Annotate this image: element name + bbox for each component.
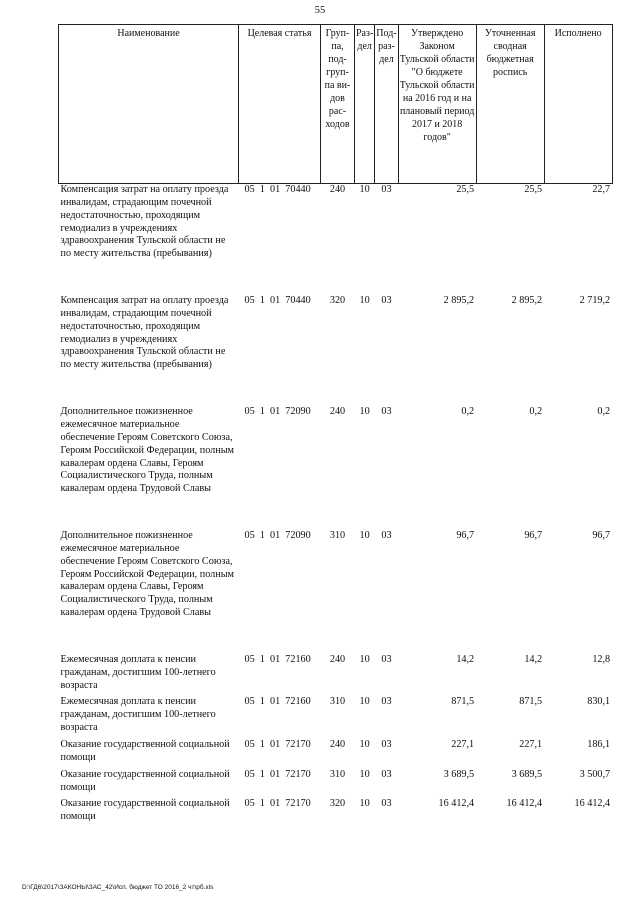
cell-executed: 3 500,7 <box>579 768 611 780</box>
row-spacer <box>59 620 613 654</box>
table-header <box>59 25 613 184</box>
cell-executed: 830,1 <box>587 696 611 708</box>
row-spacer-cell <box>59 496 613 530</box>
cell-razdel: 10 <box>359 739 370 750</box>
cell-group: 240 <box>329 739 346 750</box>
table-row <box>59 739 613 765</box>
cell-approved: 96,7 <box>456 530 475 542</box>
cell-group: 310 <box>329 696 346 708</box>
header-specified: Уточненная сводная бюджетная роспись <box>476 25 544 184</box>
header-approved: Утверждено Законом Тульской области "О бюджете Тульской области на 2016 год и на плановый период 2017 и 2018 годов" <box>398 25 476 184</box>
row-spacer-cell <box>59 261 613 295</box>
cell-executed: 22,7 <box>592 184 611 195</box>
header-razdel: Раз-дел <box>355 25 375 184</box>
cell-group: 310 <box>329 768 346 780</box>
cell-group: 240 <box>329 653 346 665</box>
cell-podrazdel: 03 <box>381 295 392 307</box>
cell-group: 240 <box>329 184 346 195</box>
cell-podrazdel: 03 <box>381 768 392 780</box>
table-row <box>59 295 613 372</box>
header-executed: Исполнено <box>544 25 612 184</box>
cell-podrazdel: 03 <box>381 184 392 195</box>
cell-specified: 227,1 <box>519 739 543 750</box>
cell-executed: 186,1 <box>587 739 611 750</box>
cell-specified: 2 895,2 <box>511 295 543 307</box>
table-row <box>59 696 613 735</box>
cell-podrazdel: 03 <box>381 696 392 708</box>
cell-specified: 16 412,4 <box>506 798 543 810</box>
cell-name: Дополнительное пожизненное ежемесячное материальное обеспечение Героям Советского Союза, Героям Российской Федерации, полным кавалерам ордена Славы, Героям Социалистического Труда, полным кавалерам ордена Трудовой Славы <box>60 406 235 495</box>
cell-podrazdel: 03 <box>381 530 392 542</box>
cell-podrazdel: 03 <box>381 739 392 750</box>
cell-specified: 14,2 <box>524 653 543 665</box>
cell-razdel: 10 <box>359 406 370 418</box>
cell-code: 05 1 01 72170 <box>244 798 311 810</box>
cell-name: Оказание государственной социальной помощи <box>60 798 230 823</box>
cell-name: Оказание государственной социальной помощи <box>60 739 230 763</box>
cell-name: Ежемесячная доплата к пенсии гражданам, достигшим 100-летнего возраста <box>60 653 216 691</box>
header-group: Груп-па, под-груп-па ви-дов рас-ходов <box>321 25 355 184</box>
cell-group: 320 <box>329 295 346 307</box>
cell-approved: 16 412,4 <box>438 798 475 810</box>
cell-code: 05 1 01 72170 <box>244 768 311 780</box>
cell-executed: 12,8 <box>592 653 611 665</box>
table-row <box>59 769 613 795</box>
row-spacer-cell <box>59 620 613 654</box>
cell-approved: 227,1 <box>451 739 475 750</box>
table-row <box>59 654 613 693</box>
cell-code: 05 1 01 72160 <box>244 696 311 708</box>
cell-razdel: 10 <box>359 696 370 708</box>
table-row <box>59 798 613 824</box>
table-body <box>59 184 613 825</box>
cell-group: 310 <box>329 530 346 542</box>
cell-executed: 0,2 <box>597 406 611 418</box>
cell-code: 05 1 01 72090 <box>244 530 311 542</box>
row-spacer <box>59 261 613 295</box>
cell-approved: 871,5 <box>451 696 475 708</box>
cell-specified: 0,2 <box>529 406 543 418</box>
cell-executed: 2 719,2 <box>579 295 611 307</box>
cell-razdel: 10 <box>359 768 370 780</box>
header-name: Наименование <box>59 25 239 184</box>
header-podrazdel: Под-раз-дел <box>375 25 398 184</box>
page-number: 55 <box>314 5 326 16</box>
cell-specified: 3 689,5 <box>511 768 543 780</box>
cell-name: Оказание государственной социальной помощи <box>60 768 230 793</box>
row-spacer-cell <box>59 372 613 406</box>
cell-code: 05 1 01 70440 <box>244 184 311 195</box>
cell-approved: 14,2 <box>456 653 475 665</box>
row-spacer <box>59 496 613 530</box>
cell-approved: 25,5 <box>456 184 475 195</box>
table-row <box>59 406 613 496</box>
cell-code: 05 1 01 72160 <box>244 653 311 665</box>
cell-group: 320 <box>329 798 346 810</box>
cell-razdel: 10 <box>359 295 370 307</box>
cell-podrazdel: 03 <box>381 653 392 665</box>
table-row <box>59 184 613 262</box>
cell-approved: 0,2 <box>461 406 475 418</box>
cell-podrazdel: 03 <box>381 406 392 418</box>
cell-executed: 16 412,4 <box>574 798 611 810</box>
cell-approved: 2 895,2 <box>443 295 475 307</box>
cell-code: 05 1 01 72090 <box>244 406 311 418</box>
cell-razdel: 10 <box>359 798 370 810</box>
cell-code: 05 1 01 72170 <box>244 739 311 750</box>
cell-name: Компенсация затрат на оплату проезда инвалидам, страдающим почечной недостаточностью, проходящим гемодиализ в учреждениях здравоохранения Тульской области не по месту жительства (пребывания) <box>60 295 229 371</box>
cell-code: 05 1 01 70440 <box>244 295 311 307</box>
cell-executed: 96,7 <box>592 530 611 542</box>
cell-approved: 3 689,5 <box>443 768 475 780</box>
cell-razdel: 10 <box>359 530 370 542</box>
cell-name: Дополнительное пожизненное ежемесячное материальное обеспечение Героям Советского Союза, Героям Российской Федерации, полным кавалерам ордена Славы, Героям Социалистического Труда, полным кавалерам ордена Трудовой Славы <box>60 530 235 619</box>
cell-name: Компенсация затрат на оплату проезда инвалидам, страдающим почечной недостаточностью, проходящим гемодиализ в учреждениях здравоохранения Тульской области не по месту жительства (пребывания) <box>60 184 229 260</box>
cell-razdel: 10 <box>359 184 370 195</box>
row-spacer <box>59 372 613 406</box>
footer-file-path: D:\ГД6\2017\ЗАКОНЫ\ЗАС_42\Исп. бюджет ТО 2016_2 чт\рб.xls <box>22 884 214 891</box>
table-row <box>59 530 613 620</box>
budget-table <box>58 24 613 824</box>
cell-specified: 25,5 <box>524 184 543 195</box>
cell-razdel: 10 <box>359 653 370 665</box>
cell-name: Ежемесячная доплата к пенсии гражданам, достигшим 100-летнего возраста <box>60 696 216 734</box>
cell-podrazdel: 03 <box>381 798 392 810</box>
header-code: Целевая статья <box>239 25 321 184</box>
cell-specified: 96,7 <box>524 530 543 542</box>
cell-group: 240 <box>329 406 346 418</box>
cell-specified: 871,5 <box>519 696 543 708</box>
